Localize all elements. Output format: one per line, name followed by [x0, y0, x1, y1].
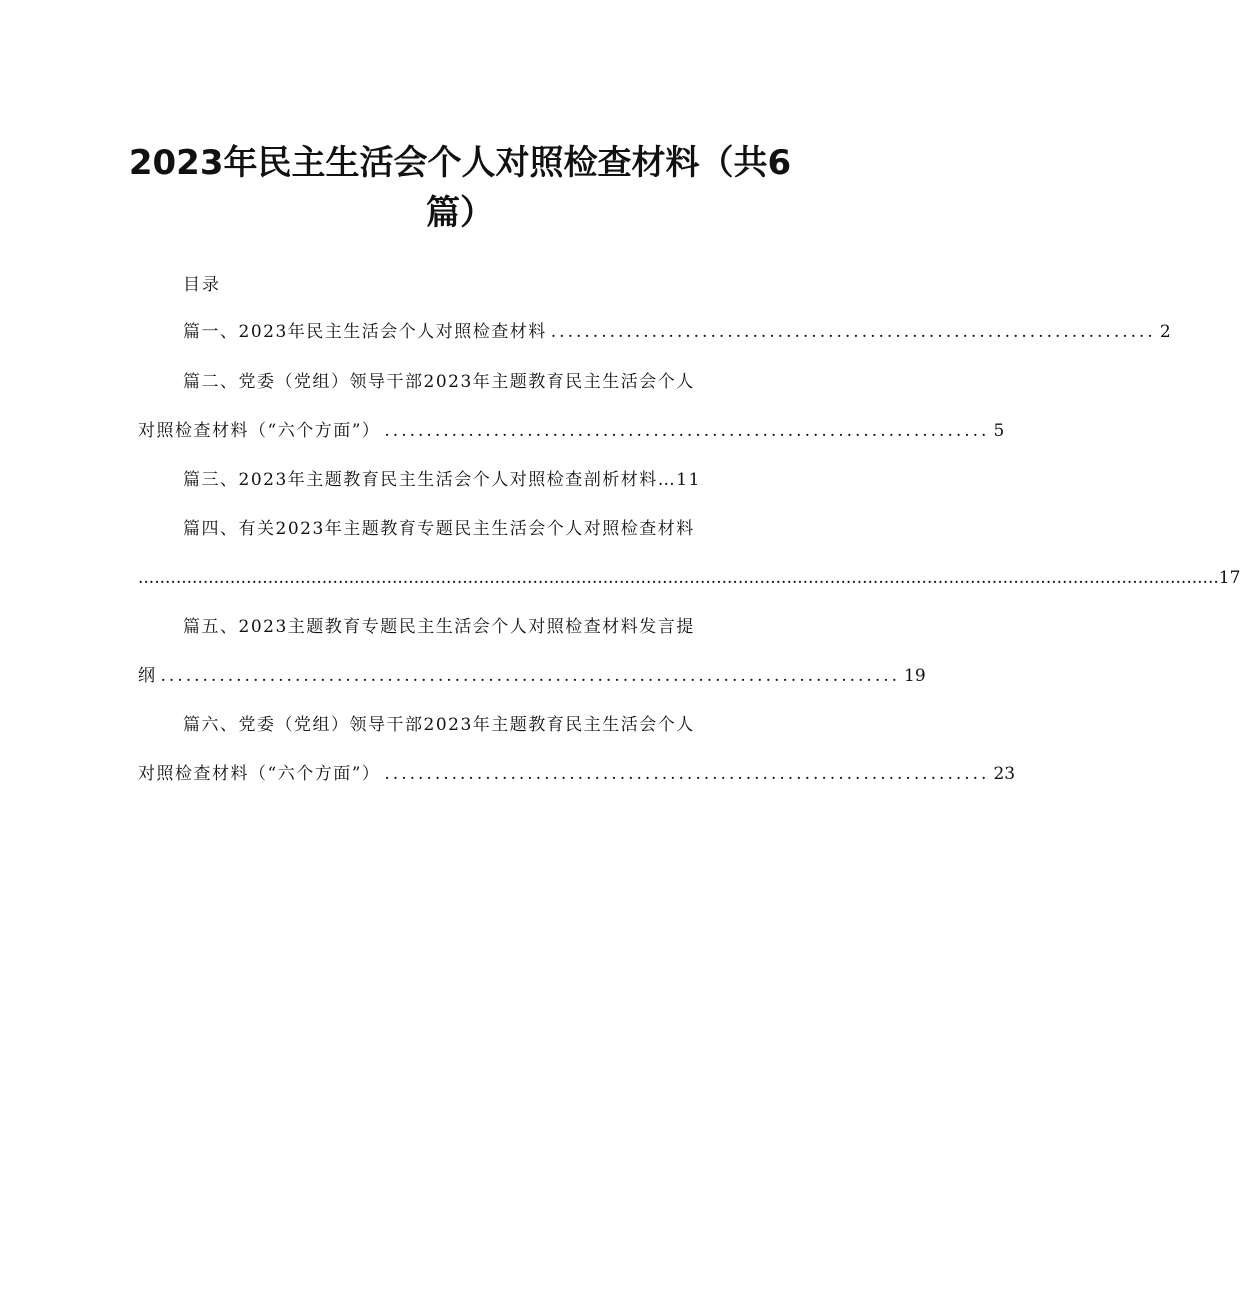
- toc-entry-6-text: 篇六、党委（党组）领导干部2023年主题教育民主生活会个人: [183, 715, 695, 735]
- toc-entry-2-cont[interactable]: [138, 417, 1005, 445]
- toc-entry-4-cont[interactable]: [138, 564, 1240, 592]
- toc-entry-1[interactable]: [183, 318, 1171, 346]
- page-title-line2: 篇）: [426, 193, 494, 233]
- toc-leader-dots: ........................................................................................: [160, 666, 901, 686]
- toc-entry-5[interactable]: [183, 613, 776, 641]
- toc-entry-6-text-cont: 对照检查材料（“六个方面”）: [138, 764, 381, 784]
- toc-entry-1-text: 篇一、2023年民主生活会个人对照检查材料: [183, 322, 547, 342]
- toc-entry-1-page: 2: [1159, 322, 1171, 342]
- toc-entry-5-text-cont: 纲: [138, 666, 157, 686]
- toc-entry-6-cont[interactable]: [138, 760, 1016, 788]
- toc-leader-dots: ........................................................................: [384, 421, 990, 441]
- toc-entry-6-page: 23: [993, 764, 1016, 784]
- toc-heading: 目录: [183, 275, 221, 295]
- toc-entry-2-page: 5: [993, 421, 1005, 441]
- toc-entry-5-text: 篇五、2023主题教育专题民主生活会个人对照检查材料发言提: [183, 617, 695, 637]
- toc-entry-6[interactable]: [183, 711, 776, 739]
- toc-leader-dots: ........................................................................: [384, 764, 990, 784]
- toc-entry-2-text-cont: 对照检查材料（“六个方面”）: [138, 421, 381, 441]
- toc-leader-dots: ........................................................................: [550, 322, 1156, 342]
- toc-entry-2-text: 篇二、党委（党组）领导干部2023年主题教育民主生活会个人: [183, 372, 695, 392]
- toc-entry-3-text: 篇三、2023年主题教育民主生活会个人对照检查剖析材料…11: [183, 470, 701, 490]
- toc-entry-5-cont[interactable]: [138, 662, 926, 690]
- toc-entry-4-text: 篇四、有关2023年主题教育专题民主生活会个人对照检查材料: [183, 519, 695, 539]
- toc-entry-2[interactable]: [183, 368, 776, 396]
- toc-entry-3[interactable]: [183, 466, 776, 494]
- toc-entry-4-page: 17: [1218, 568, 1240, 588]
- toc-leader-dots: ........................................................................................................................................................................................................: [138, 568, 1219, 588]
- page-title-line1: 2023年民主生活会个人对照检查材料（共6: [128, 143, 792, 183]
- toc-entry-5-page: 19: [904, 666, 926, 686]
- toc-entry-4[interactable]: [183, 515, 776, 543]
- page-title: [110, 138, 810, 238]
